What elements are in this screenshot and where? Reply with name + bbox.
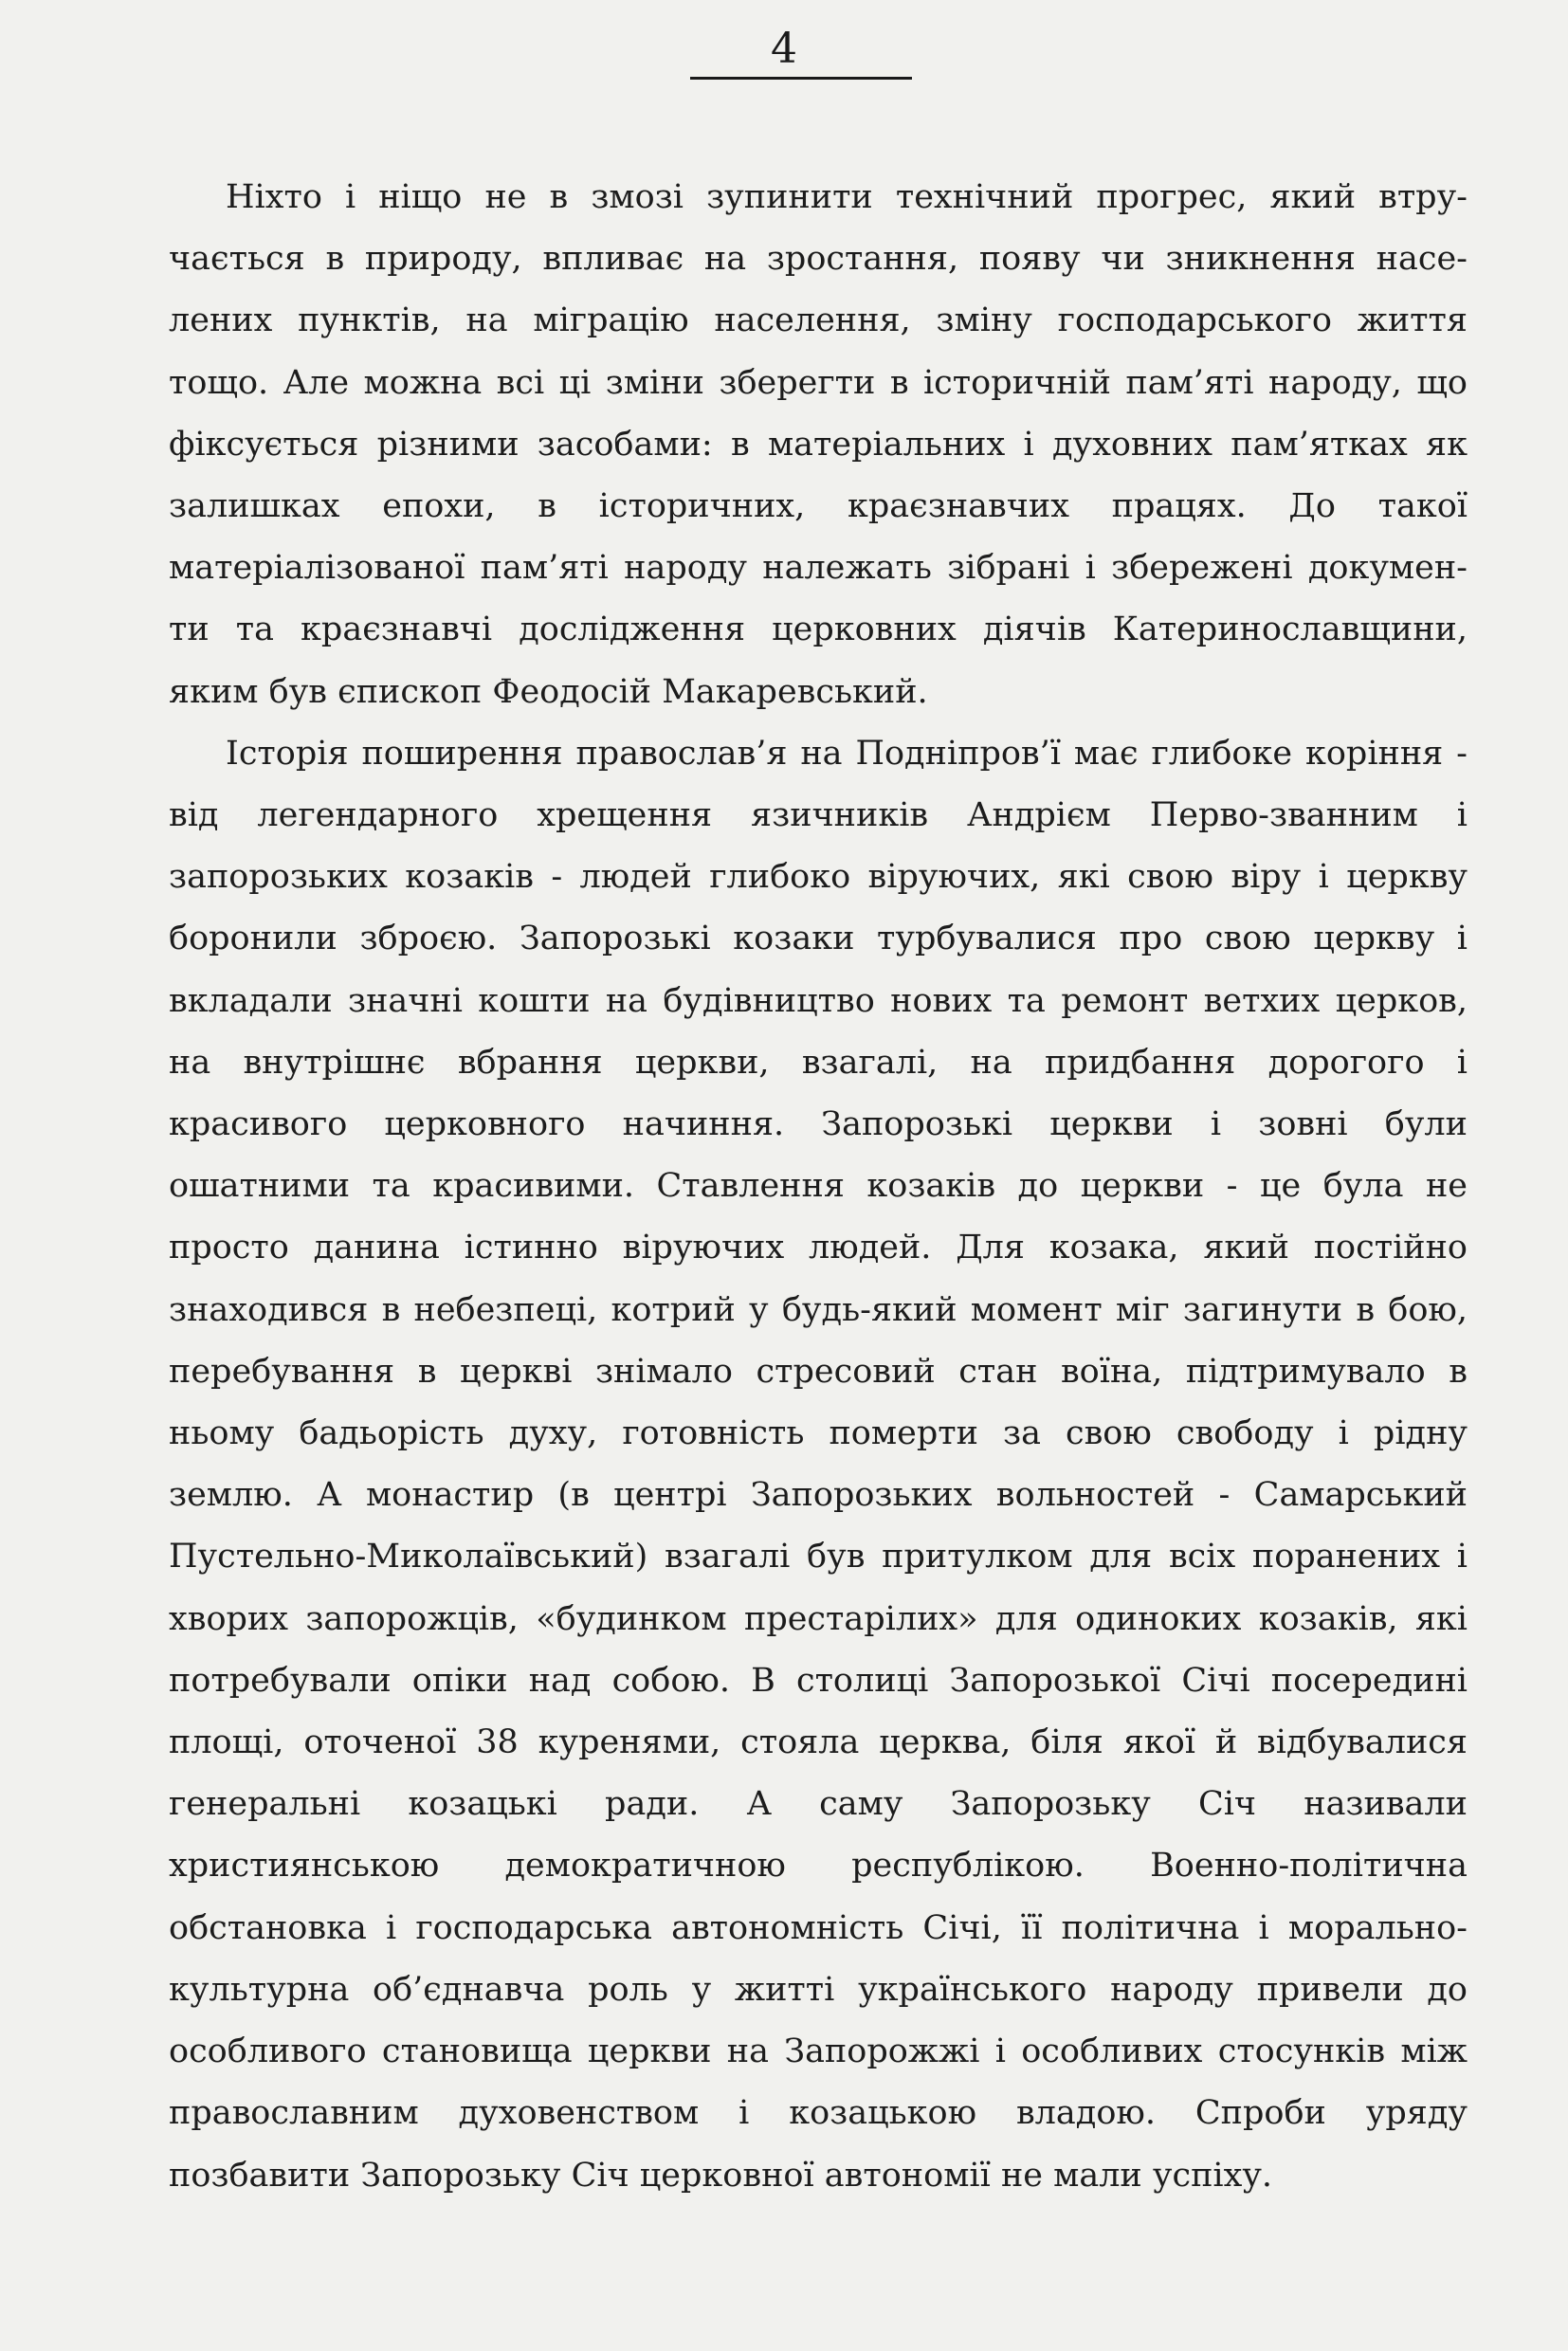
body-text <box>169 167 1468 2207</box>
page-number-rule <box>690 77 912 80</box>
paragraph: Ніхто і ніщо не в змозі зупинити технічний прогрес, який втру-чається в природу, впливає на зростання, появу чи зникнення насе-лених пунктів, на міграцію населення, зміну господарського життя тощо. Але можна всі ці зміни зберегти в історичній пам’яті народу, що фіксується різними засобами: в матеріальних і духовних пам’ятках як залишках епохи, в історичних, краєзнавчих працях. До такої матеріалізованої пам’яті народу належать зібрані і збережені докумен-ти та краєзнавчі дослідження церковних діячів Катеринославщини, яким був єпископ Феодосій Макаревський. <box>169 178 1468 711</box>
paragraph: Історія поширення православ’я на Подніпров’ї має глибоке коріння - від легендарного хрещення язичників Андрієм Перво-званним і запорозьких козаків - людей глибоко віруючих, які свою віру і церкву боронили зброєю. Запорозькі козаки турбувалися про свою церкву і вкладали значні кошти на будівництво нових та ремонт ветхих церков, на внутрішнє вбрання церкви, взагалі, на придбання дорогого і красивого церковного начиння. Запорозькі церкви і зовні були ошатними та красивими. Ставлення козаків до церкви - це була не просто данина істинно віруючих людей. Для козака, який постійно знаходився в небезпеці, котрий у будь-який момент міг загинути в бою, перебування в церкві знімало стресовий стан воїна, підтримувало в ньому бадьорість духу, готовність померти за свою свободу і рідну землю. А монастир (в центрі Запорозьких вольностей - Самарський Пустельно-Миколаївський) взагалі був притулком для всіх поранених і хворих запорожців, «будинком престарілих» для одиноких козаків, які потребували опіки над собою. В столиці Запорозької Січі посередині площі, оточеної 38 куренями, стояла церква, біля якої й відбувалися генеральні козацькі ради. А саму Запорозьку Січ називали християнською демократичною республікою. Военно-політична обстановка і господарська автономність Січі, її політична і морально-культурна об’єднавча роль у житті українського народу привели до особливого становища церкви на Запорожжі і особливих стосунків між православним духовенством і козацькою владою. Спроби уряду позбавити Запорозьку Січ церковної автономії не мали успіху. <box>169 734 1468 2195</box>
page-number: 4 <box>771 25 797 73</box>
